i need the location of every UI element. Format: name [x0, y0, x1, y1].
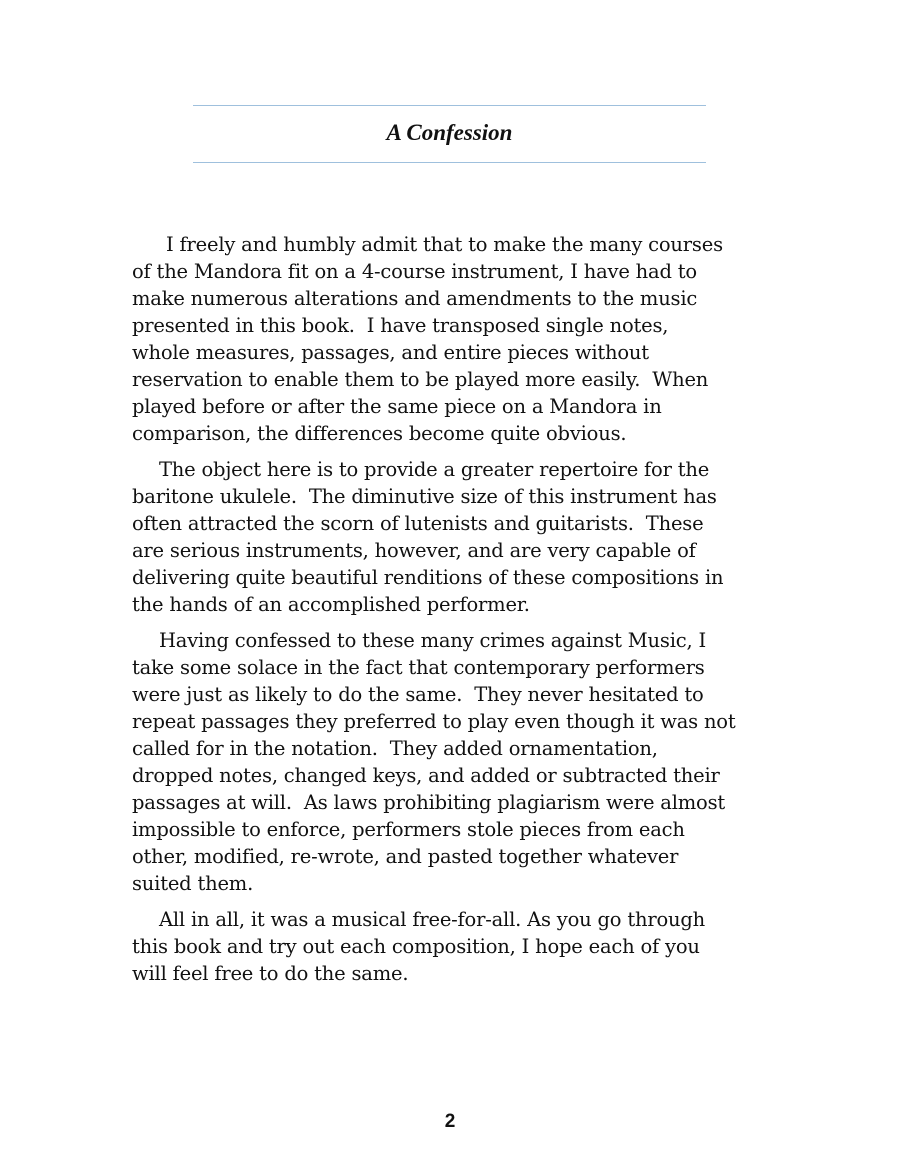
- text-line: are serious instruments, however, and are very capable of: [132, 539, 696, 562]
- text-line: presented in this book. I have transposed single notes,: [132, 314, 669, 337]
- paragraph: [132, 456, 782, 618]
- text-line: the hands of an accomplished performer.: [132, 593, 530, 616]
- text-line: other, modified, re-wrote, and pasted together whatever: [132, 845, 679, 868]
- text-line: passages at will. As laws prohibiting plagiarism were almost: [132, 791, 726, 814]
- text-line: Having confessed to these many crimes against Music, I: [159, 629, 706, 652]
- title-bottom-rule: [193, 162, 706, 163]
- body-text: [132, 231, 782, 996]
- text-line: reservation to enable them to be played more easily. When: [132, 368, 709, 391]
- text-line: will feel free to do the same.: [132, 962, 409, 985]
- text-line: suited them.: [132, 872, 254, 895]
- text-line: often attracted the scorn of lutenists and guitarists. These: [132, 512, 704, 535]
- page-number: 2: [444, 1111, 456, 1132]
- text-line: comparison, the differences become quite obvious.: [132, 422, 627, 445]
- text-line: were just as likely to do the same. They never hesitated to: [132, 683, 704, 706]
- paragraph: [132, 231, 782, 447]
- text-line: played before or after the same piece on a Mandora in: [132, 395, 662, 418]
- text-line: impossible to enforce, performers stole pieces from each: [132, 818, 685, 841]
- text-line: of the Mandora fit on a 4-course instrument, I have had to: [132, 260, 697, 283]
- text-line: All in all, it was a musical free-for-all. As you go through: [159, 908, 705, 931]
- text-line: take some solace in the fact that contemporary performers: [132, 656, 705, 679]
- text-line: The object here is to provide a greater repertoire for the: [159, 458, 710, 481]
- text-line: dropped notes, changed keys, and added or subtracted their: [132, 764, 720, 787]
- text-line: this book and try out each composition, I hope each of you: [132, 935, 700, 958]
- text-line: delivering quite beautiful renditions of these compositions in: [132, 566, 724, 589]
- text-line: whole measures, passages, and entire pieces without: [132, 341, 649, 364]
- text-line: baritone ukulele. The diminutive size of this instrument has: [132, 485, 717, 508]
- paragraph: [132, 906, 782, 987]
- page-title: A Confession: [386, 120, 513, 145]
- text-line: called for in the notation. They added ornamentation,: [132, 737, 658, 760]
- paragraph: [132, 627, 782, 897]
- text-line: repeat passages they preferred to play even though it was not: [132, 710, 736, 733]
- title-top-rule: [193, 105, 706, 106]
- text-line: make numerous alterations and amendments to the music: [132, 287, 698, 310]
- text-line: I freely and humbly admit that to make the many courses: [166, 233, 723, 256]
